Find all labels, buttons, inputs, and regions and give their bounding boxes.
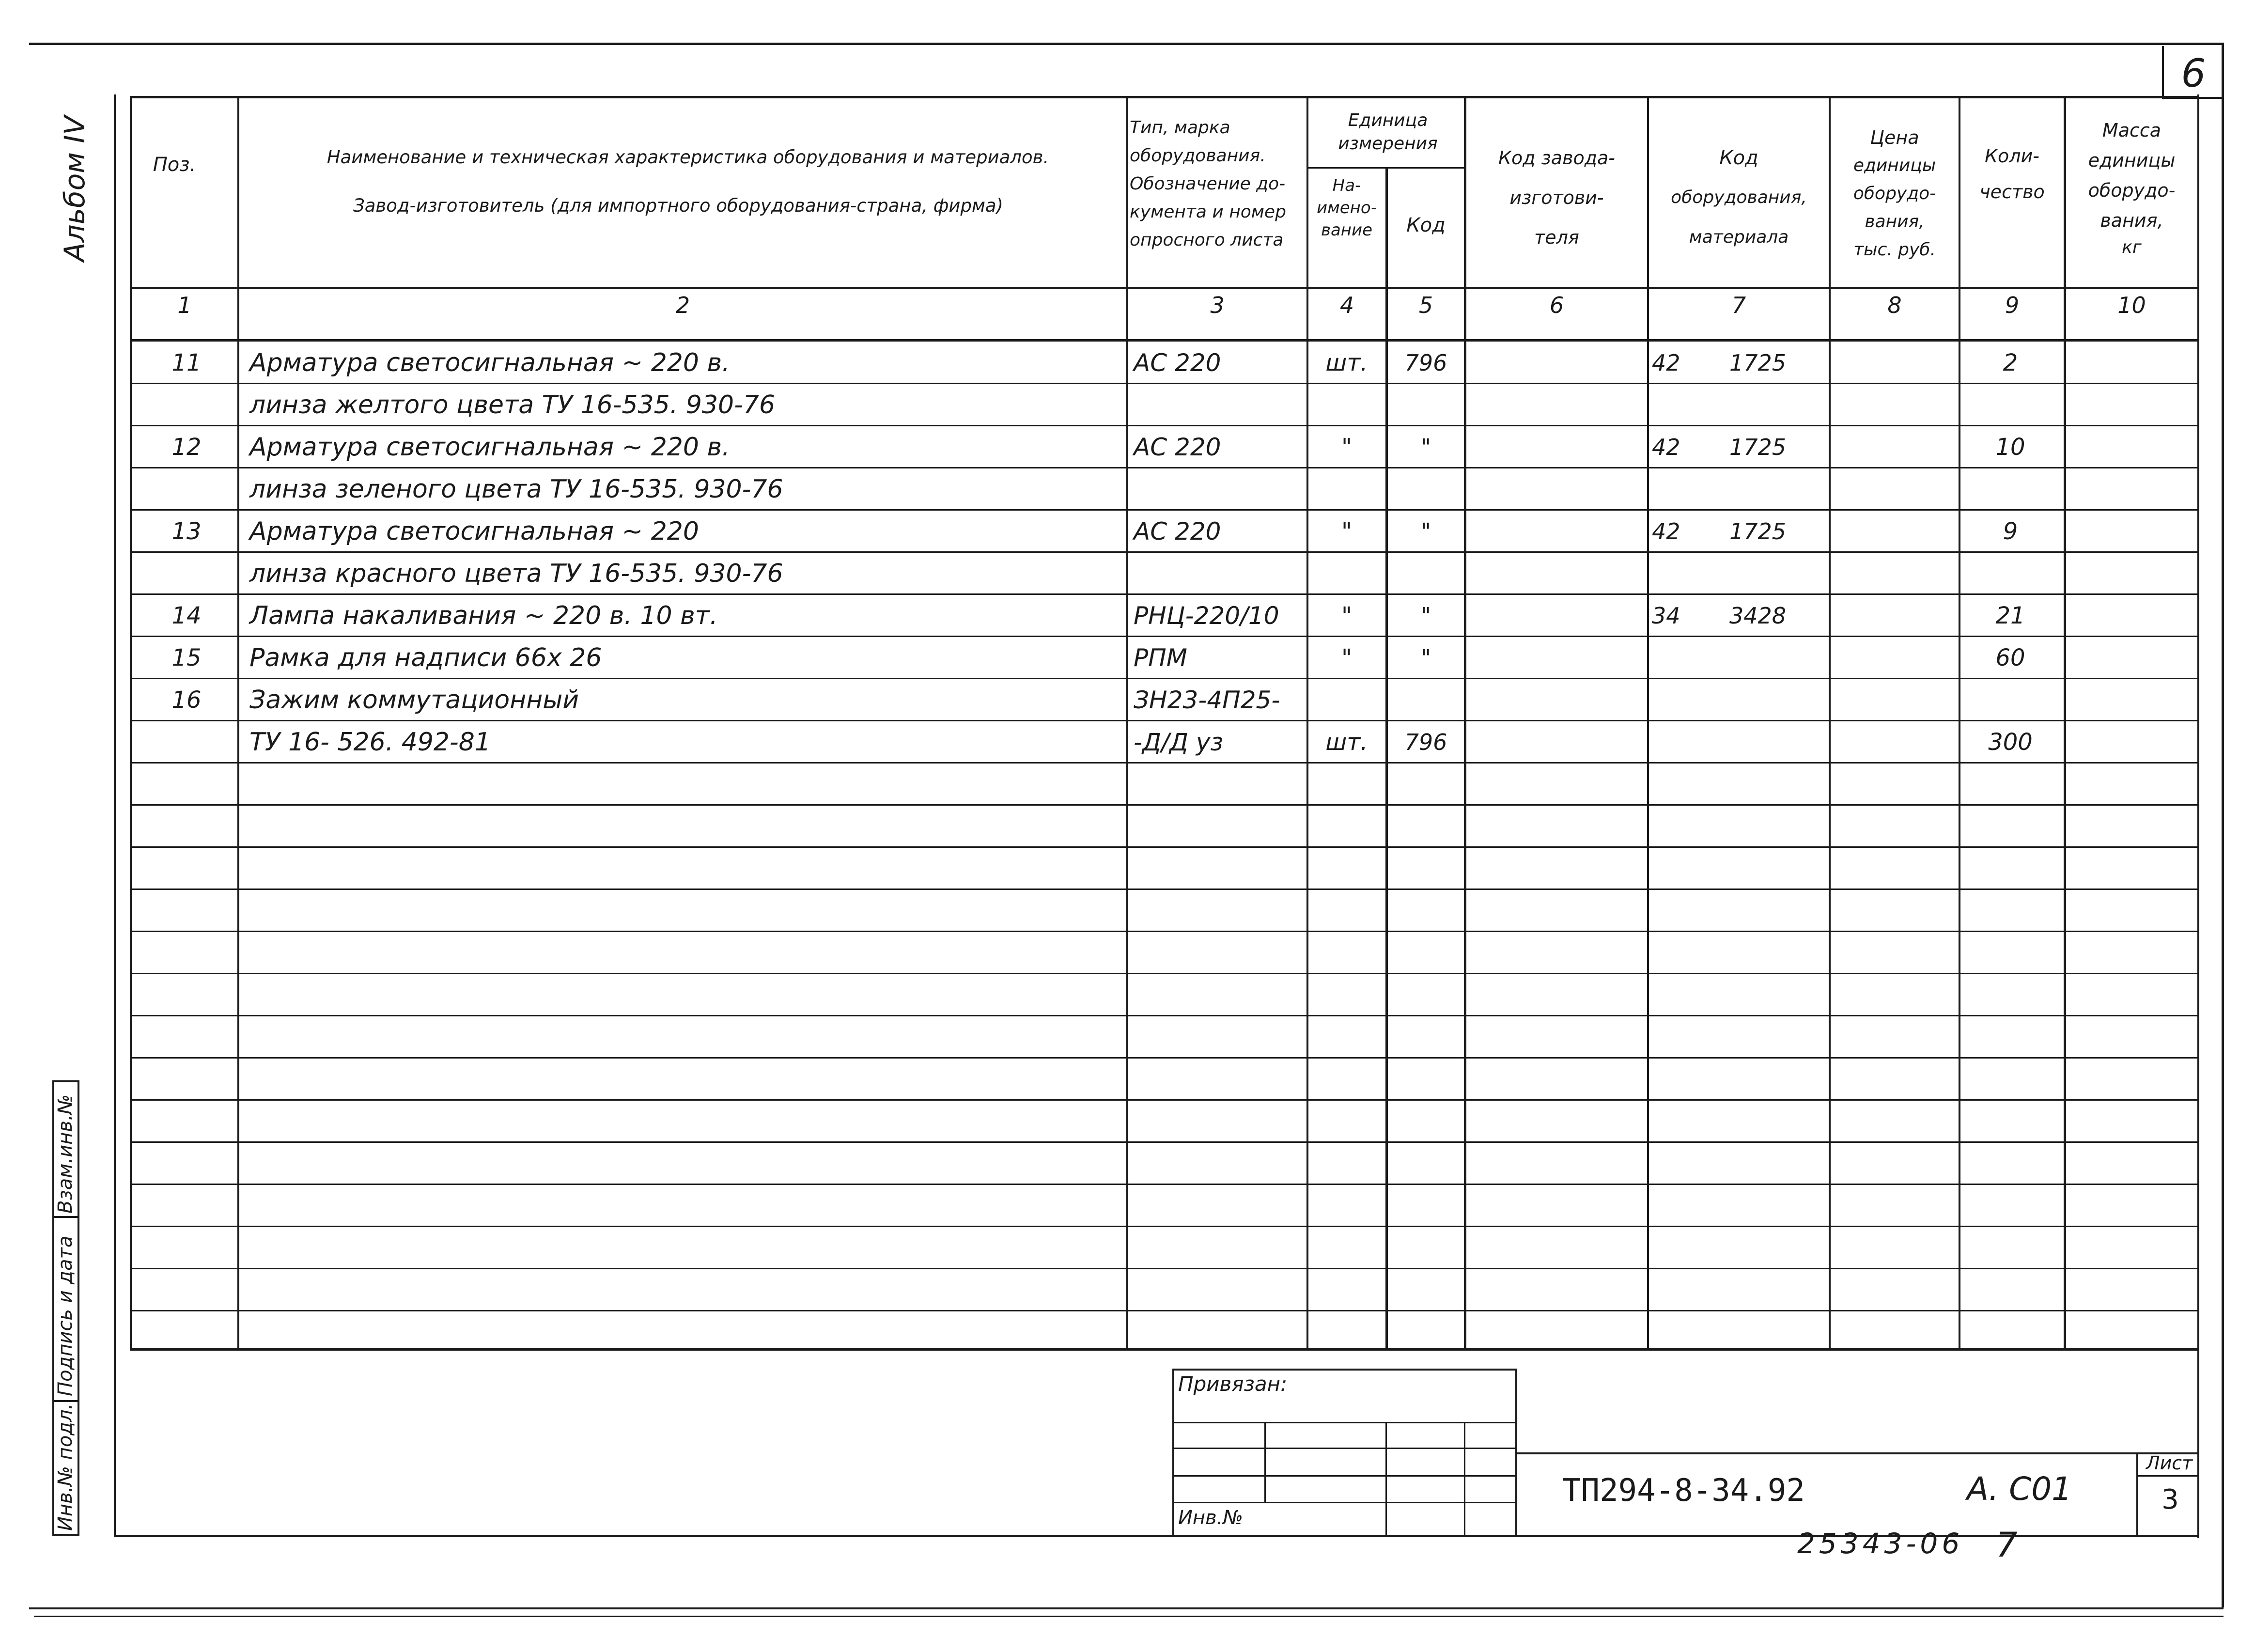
header-material-code-line: Код (1719, 147, 1758, 169)
inner-left-line (114, 94, 116, 1537)
table-cell-pos: 13 (171, 518, 202, 545)
table-cell-code-mat-b: 3428 (1729, 603, 1787, 629)
col-line-1 (237, 96, 239, 1351)
stamp-line (1264, 1422, 1266, 1503)
table-cell-type: ЗН23-4П25- (1134, 686, 1280, 714)
header-quantity-line: Коли- (1985, 145, 2039, 167)
col-line-3 (1306, 96, 1308, 1351)
frame-right-line (2222, 43, 2224, 1607)
header-mass-line: Масса (2102, 120, 2162, 141)
header-unit-name-line: вание (1321, 220, 1373, 240)
row-line (130, 1226, 2199, 1227)
stamp-line (2136, 1452, 2138, 1536)
stamp-line (1172, 1369, 1174, 1536)
table-cell-name: линза желтого цвета ТУ 16-535. 930-76 (249, 390, 776, 420)
row-line (130, 762, 2199, 764)
header-price-line: единицы (1853, 156, 1936, 175)
table-cell-code-mat-b: 1725 (1729, 518, 1787, 545)
header-name-line1: Наименование и техническая характеристика оборудования и материалов. (327, 147, 1049, 168)
column-number: 5 (1418, 292, 1433, 318)
header-unit-group: Единица измерения (1338, 110, 1438, 154)
header-price-line: вания, (1865, 212, 1925, 232)
col-line-7 (1829, 96, 1831, 1351)
table-cell-qty: 60 (1995, 644, 2025, 671)
table-cell-qty: 9 (2003, 518, 2018, 545)
table-cell-code: " (1420, 434, 1431, 460)
stamp-inv-no: Инв.№ (1178, 1507, 1243, 1529)
table-cell-name: ТУ 16- 526. 492-81 (249, 728, 491, 757)
row-line (130, 1268, 2199, 1269)
table-cell-code-mat-a: 34 (1652, 603, 1680, 629)
header-factory-code-line: изготови- (1509, 187, 1604, 208)
header-unit-code: Код (1406, 214, 1446, 236)
column-number: 2 (675, 292, 690, 318)
table-cell-qty: 300 (1988, 729, 2033, 756)
table-cell-code-mat-a: 42 (1652, 350, 1680, 376)
table-cell-unit: " (1341, 602, 1353, 629)
header-unit-name-line: имено- (1317, 198, 1377, 218)
stamp-privyazan: Привязан: (1178, 1372, 1288, 1396)
header-price-line: тыс. руб. (1853, 240, 1936, 260)
column-number: 4 (1339, 292, 1354, 318)
corner-box-left (2162, 46, 2164, 99)
row-line (130, 551, 2199, 553)
side-stamp-line (52, 1400, 79, 1402)
side-stamp-inv-orig: Инв.№ подл. (54, 1403, 77, 1531)
side-stamp-sign-date: Подпись и дата (54, 1235, 77, 1396)
column-number: 6 (1549, 292, 1564, 318)
header-mass-line: вания, (2100, 210, 2163, 231)
stamp-sheet-number: 3 (2162, 1484, 2179, 1515)
table-cell-name: Арматура светосигнальная ~ 220 в. (249, 433, 730, 462)
stamp-doc-code: ТП294-8-34.92 (1562, 1473, 1805, 1509)
header-material-code-line: материала (1689, 227, 1789, 247)
header-material-code (1649, 138, 1829, 257)
column-number: 10 (2117, 292, 2146, 318)
page-bottom-line (34, 1616, 2224, 1617)
table-cell-type: -Д/Д уз (1134, 728, 1224, 756)
column-number: 7 (1731, 292, 1746, 318)
row-line (130, 1099, 2199, 1101)
table-cell-unit: " (1341, 518, 1353, 545)
table-cell-name: линза красного цвета ТУ 16-535. 930-76 (249, 559, 783, 588)
header-price-line: Цена (1870, 127, 1919, 148)
table-cell-code: " (1420, 603, 1431, 629)
table-cell-name: Арматура светосигнальная ~ 220 в. (249, 348, 730, 377)
table-cell-qty: 21 (1995, 602, 2025, 629)
row-line (130, 425, 2199, 426)
table-bottom-line (130, 1348, 2199, 1351)
stamp-line (1385, 1422, 1387, 1536)
header-mass (2066, 115, 2197, 260)
row-line (130, 931, 2199, 932)
column-number: 3 (1210, 292, 1225, 318)
header-factory-code-line: теля (1534, 227, 1579, 248)
stamp-line (1172, 1369, 1517, 1371)
header-name-line2: Завод-изготовитель (для импортного оборудования-страна, фирма) (353, 195, 1003, 216)
side-stamp-vzam-inv: Взам.инв.№ (54, 1094, 77, 1214)
side-stamp-line (52, 1080, 79, 1082)
table-cell-pos: 16 (171, 686, 202, 714)
table-cell-pos: 12 (171, 434, 202, 461)
row-line (130, 1141, 2199, 1143)
header-factory-code-line: Код завода- (1498, 147, 1615, 169)
table-cell-type: АС 220 (1134, 433, 1221, 461)
row-line (130, 720, 2199, 721)
table-cell-pos: 14 (171, 602, 202, 629)
table-cell-unit: шт. (1325, 729, 1368, 756)
stamp-line (1517, 1452, 2199, 1454)
column-number: 9 (2005, 292, 2020, 318)
row-line (130, 973, 2199, 974)
row-line (130, 1057, 2199, 1059)
header-type-line: Обозначение до- (1130, 174, 1286, 194)
col-line-6 (1647, 96, 1649, 1351)
header-price-line: оборудо- (1853, 184, 1936, 203)
stamp-sheet-label: Лист (2146, 1452, 2193, 1474)
header-mass-line: единицы (2088, 150, 2176, 171)
stamp-archive-suffix: 7 (1996, 1525, 2018, 1565)
header-pos: Поз. (153, 154, 196, 176)
header-quantity (1960, 138, 2064, 210)
table-cell-name: Зажим коммутационный (249, 686, 579, 715)
table-cell-code: 796 (1404, 729, 1447, 755)
row-line (130, 888, 2199, 890)
table-cell-qty: 10 (1995, 434, 2025, 461)
header-unit-name (1308, 174, 1385, 241)
col-line-5 (1464, 96, 1466, 1351)
header-type-line: Тип, марка (1130, 118, 1230, 138)
col-line-4 (1385, 167, 1388, 1351)
row-line (130, 1310, 2199, 1311)
stamp-line (1464, 1422, 1465, 1536)
row-line (130, 846, 2199, 848)
header-mass-line: оборудо- (2088, 180, 2176, 201)
table-cell-code-mat-b: 1725 (1729, 350, 1787, 376)
side-stamp-line (52, 1216, 79, 1218)
col-line-9 (2064, 96, 2066, 1351)
row-line (130, 467, 2199, 468)
table-cell-code: 796 (1404, 350, 1447, 376)
stamp-line (1172, 1448, 1517, 1449)
corner-sheet-number: 6 (2181, 51, 2206, 96)
col-line-2 (1126, 96, 1128, 1351)
header-type (1130, 114, 1306, 254)
col-line-0 (130, 96, 132, 1351)
table-cell-unit: " (1341, 644, 1353, 671)
side-stamp-line (52, 1534, 79, 1536)
table-cell-pos: 15 (171, 644, 202, 671)
table-cell-type: РПМ (1134, 644, 1187, 672)
table-cell-type: РНЦ-220/10 (1134, 602, 1279, 630)
header-type-line: кумента и номер (1130, 202, 1286, 222)
stamp-line (1172, 1475, 1517, 1477)
header-price (1831, 124, 1959, 264)
table-cell-code: " (1420, 518, 1431, 545)
table-cell-type: АС 220 (1134, 349, 1221, 377)
stamp-line (1172, 1422, 1517, 1423)
row-line (130, 593, 2199, 595)
header-factory-code (1466, 138, 1647, 257)
header-unit-name-line: На- (1332, 176, 1361, 195)
frame-bottom-line (29, 1607, 2224, 1609)
table-top-line (130, 96, 2199, 98)
stamp-archive-number: 25343-06 (1797, 1527, 1964, 1560)
row-line (130, 383, 2199, 384)
header-mass-line: кг (2122, 237, 2142, 257)
table-cell-code: " (1420, 645, 1431, 671)
table-cell-unit: шт. (1325, 349, 1368, 376)
stamp-mark: А. С01 (1967, 1470, 2072, 1508)
table-cell-unit: " (1341, 434, 1353, 461)
table-cell-pos: 11 (171, 349, 202, 376)
stamp-line (1172, 1502, 1517, 1503)
frame-top-line (29, 43, 2224, 45)
album-label: Альбом IV (58, 115, 91, 262)
column-number: 8 (1887, 292, 1902, 318)
row-line (130, 636, 2199, 637)
row-line (130, 678, 2199, 679)
table-cell-code-mat-a: 42 (1652, 434, 1680, 460)
column-number: 1 (177, 292, 192, 318)
header-type-line: опросного листа (1130, 230, 1284, 250)
header-bottom-line (130, 287, 2199, 289)
table-cell-name: линза зеленого цвета ТУ 16-535. 930-76 (249, 475, 783, 504)
side-stamp-line (78, 1080, 79, 1536)
header-type-line: оборудования. (1130, 146, 1266, 166)
col-line-10 (2197, 96, 2199, 1351)
table-cell-name: Арматура светосигнальная ~ 220 (249, 517, 699, 546)
row-line (130, 804, 2199, 806)
stamp-line (2136, 1475, 2199, 1477)
table-cell-code-mat-a: 42 (1652, 518, 1680, 545)
row-line (130, 509, 2199, 511)
header-quantity-line: чество (1979, 181, 2045, 203)
header-material-code-line: оборудования, (1671, 187, 1807, 207)
table-cell-name: Рамка для надписи 66х 26 (249, 643, 602, 672)
table-cell-name: Лампа накаливания ~ 220 в. 10 вт. (249, 601, 718, 630)
row-line (130, 1015, 2199, 1016)
row-line (130, 1184, 2199, 1185)
colnum-bottom-line (130, 339, 2199, 342)
table-cell-code-mat-b: 1725 (1729, 434, 1787, 460)
table-cell-type: АС 220 (1134, 517, 1221, 545)
col-line-8 (1959, 96, 1960, 1351)
table-cell-qty: 2 (2003, 349, 2018, 376)
